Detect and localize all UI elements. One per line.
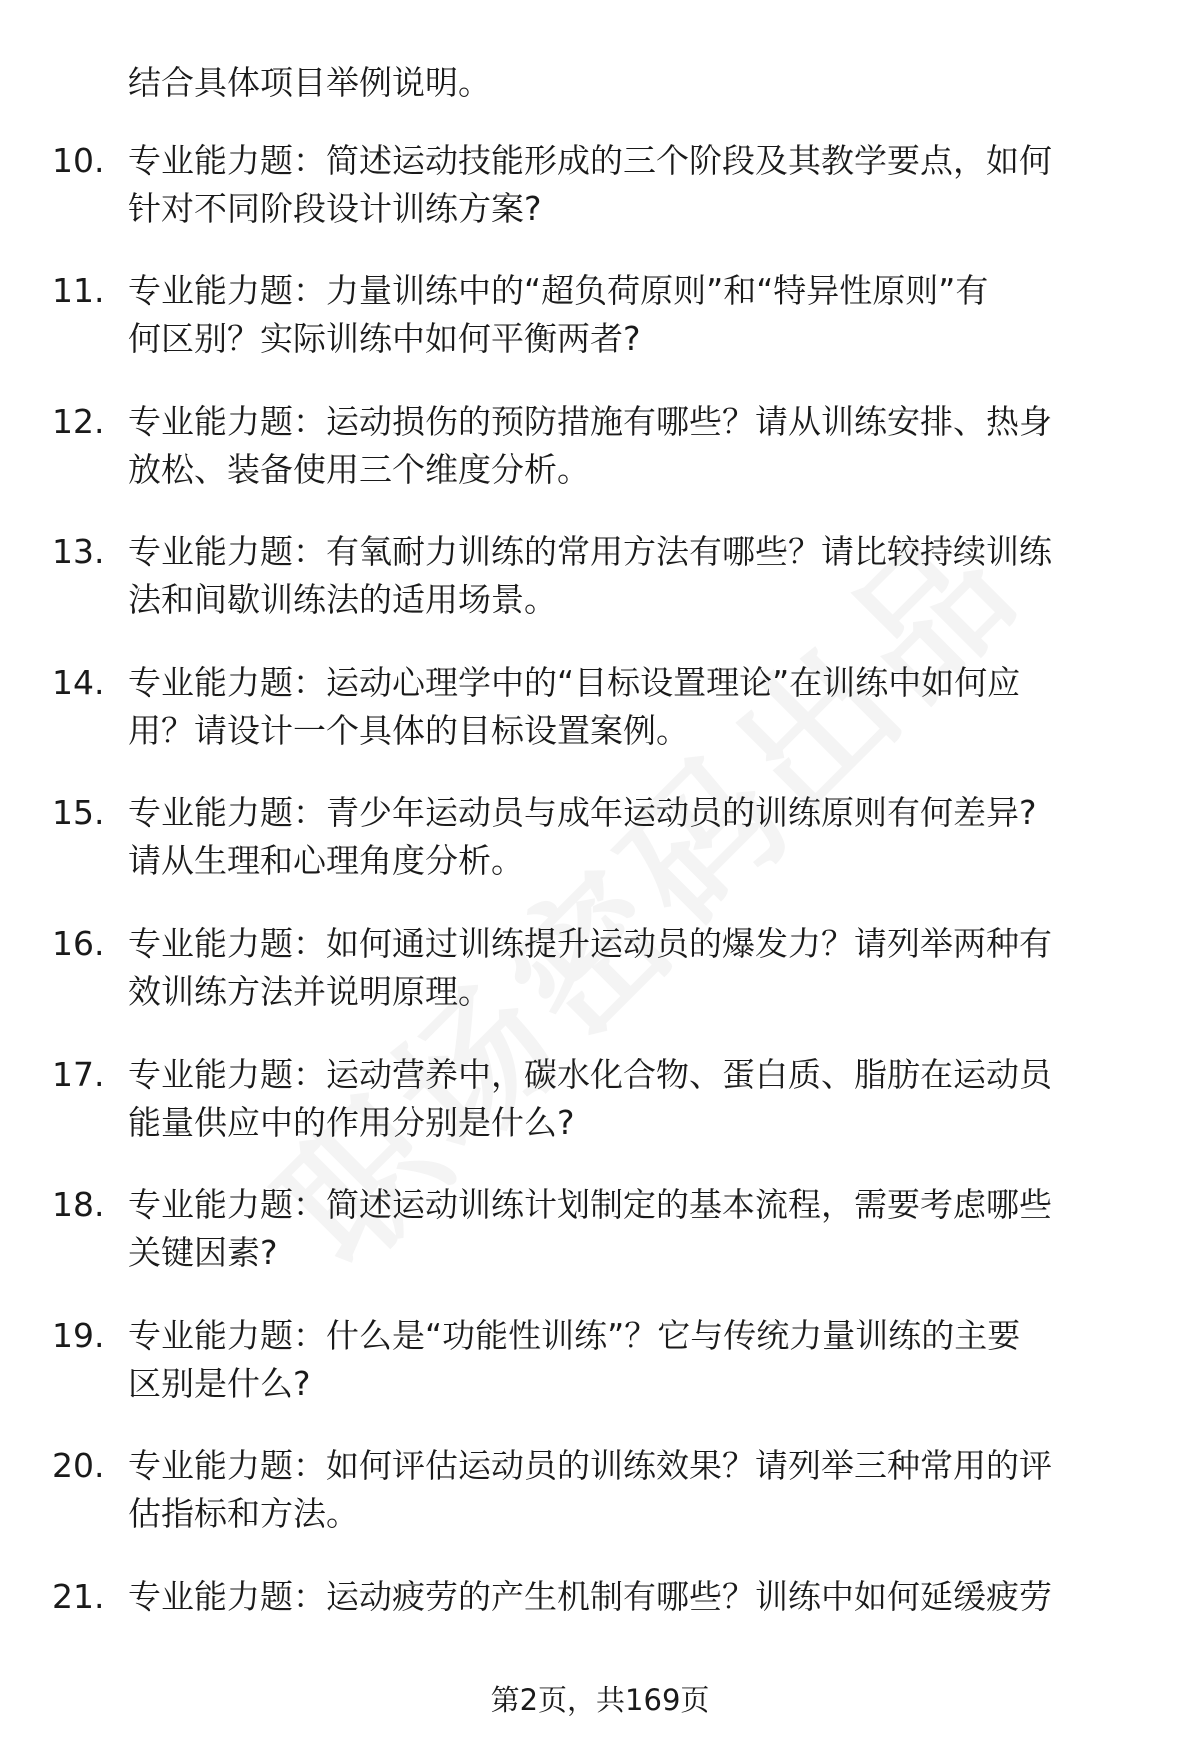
question-text-line: 专业能力题：简述运动技能形成的三个阶段及其教学要点，如何 <box>128 141 1052 180</box>
question-text-line: 专业能力题：青少年运动员与成年运动员的训练原则有何差异? <box>128 793 1037 832</box>
question-text-line: 法和间歇训练法的适用场景。 <box>128 580 557 619</box>
question-number: 19. <box>52 1316 105 1355</box>
question-number: 20. <box>52 1446 105 1485</box>
question-number: 14. <box>52 663 105 702</box>
question-text-line: 放松、装备使用三个维度分析。 <box>128 450 590 489</box>
question-text-line: 区别是什么? <box>128 1364 311 1403</box>
question-text-line: 专业能力题：运动心理学中的“目标设置理论”在训练中如何应 <box>128 663 1021 702</box>
question-text-line: 估指标和方法。 <box>128 1494 359 1533</box>
question-number: 13. <box>52 532 105 571</box>
question-text-line: 专业能力题：力量训练中的“超负荷原则”和“特异性原则”有 <box>128 271 989 310</box>
question-text-line: 专业能力题：运动损伤的预防措施有哪些？请从训练安排、热身 <box>128 402 1052 441</box>
question-number: 12. <box>52 402 105 441</box>
question-number: 18. <box>52 1185 105 1224</box>
question-text-line: 专业能力题：如何评估运动员的训练效果？请列举三种常用的评 <box>128 1446 1052 1485</box>
question-text-line: 专业能力题：运动营养中，碳水化合物、蛋白质、脂肪在运动员 <box>128 1055 1052 1094</box>
question-text-line: 能量供应中的作用分别是什么? <box>128 1103 575 1142</box>
page-footer: 第2页，共169页 <box>490 1683 710 1717</box>
question-number: 15. <box>52 793 105 832</box>
continuation-text: 结合具体项目举例说明。 <box>128 63 491 102</box>
question-text-line: 专业能力题：什么是“功能性训练”？它与传统力量训练的主要 <box>128 1316 1021 1355</box>
question-text-line: 请从生理和心理角度分析。 <box>128 841 524 880</box>
question-number: 11. <box>52 271 105 310</box>
question-text-line: 用？请设计一个具体的目标设置案例。 <box>128 711 689 750</box>
question-text-line: 效训练方法并说明原理。 <box>128 972 491 1011</box>
question-number: 17. <box>52 1055 105 1094</box>
question-number: 21. <box>52 1577 105 1616</box>
question-text-line: 专业能力题：如何通过训练提升运动员的爆发力？请列举两种有 <box>128 924 1052 963</box>
question-text-line: 针对不同阶段设计训练方案? <box>128 189 542 228</box>
question-text-line: 何区别？实际训练中如何平衡两者? <box>128 319 641 358</box>
question-number: 16. <box>52 924 105 963</box>
question-text-line: 专业能力题：简述运动训练计划制定的基本流程，需要考虑哪些 <box>128 1185 1052 1224</box>
question-text-line: 专业能力题：运动疲劳的产生机制有哪些？训练中如何延缓疲劳 <box>128 1577 1052 1616</box>
question-text-line: 关键因素? <box>128 1233 278 1272</box>
question-number: 10. <box>52 141 105 180</box>
question-text-line: 专业能力题：有氧耐力训练的常用方法有哪些？请比较持续训练 <box>128 532 1052 571</box>
